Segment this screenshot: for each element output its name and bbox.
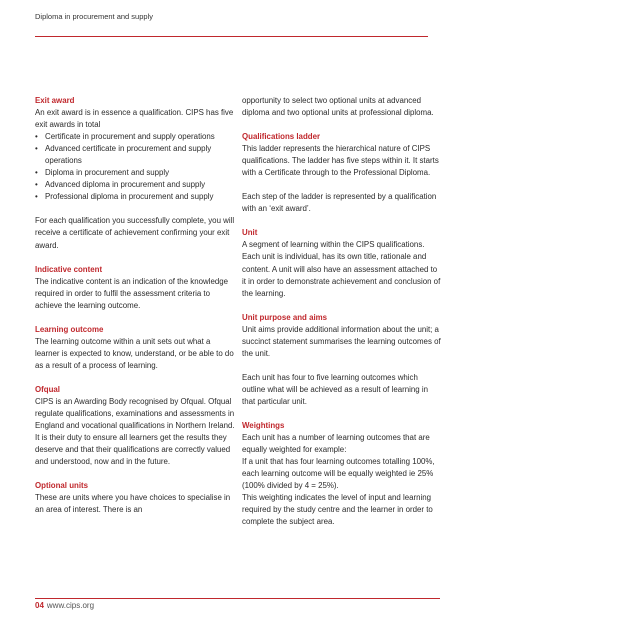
page-number: 04 — [35, 601, 44, 610]
qualifications-ladder-body-2: Each step of the ladder is represented by a qualification with an ‘exit award’. — [242, 192, 437, 214]
indicative-content-body: The indicative content is an indication of the knowledge required in order to fulfil the assessment criteria to achieve the learning outcome. — [35, 276, 229, 310]
heading-qualifications-ladder: Qualifications ladder — [242, 132, 321, 142]
exit-award-intro: An exit award is in essence a qualification. CIPS has five exit awards in total — [35, 108, 234, 130]
heading-unit: Unit — [242, 228, 258, 238]
heading-unit-purpose: Unit purpose and aims — [242, 312, 328, 322]
weightings-line-4: This weighting indicates the level of input and learning required by the study centre and the learner in order to complete the subject area. — [242, 493, 433, 527]
right-column — [242, 95, 442, 540]
heading-indicative-content: Indicative content — [35, 264, 103, 274]
ofqual-body: CIPS is an Awarding Body recognised by Ofqual. Ofqual regulate qualifications, examinations and assessments in England and vocational qualifications in Northern Ireland. It is their duty to ensure all learners get the results they deserve and that their qualifications are correctly valued and understood, now and in the future. — [35, 396, 235, 467]
heading-weightings: Weightings — [242, 420, 285, 430]
section-learning-outcome — [35, 324, 235, 372]
heading-optional-units: Optional units — [35, 481, 89, 491]
heading-ofqual: Ofqual — [35, 384, 60, 394]
section-unit-purpose — [242, 312, 442, 408]
section-weightings — [242, 420, 442, 528]
weightings-line-1: Each unit has a number of learning outcomes that are equally weighted for example: — [242, 433, 430, 455]
section-exit-award — [35, 95, 235, 252]
footer-url: www.cips.org — [46, 601, 95, 610]
weightings-line-2: If a unit that has four learning outcomes totalling 100%, each learning outcome will be equally weighted ie 25% — [242, 457, 435, 479]
exit-award-outro: For each qualification you successfully complete, you will receive a certificate of achievement confirming your exit award. — [35, 216, 235, 250]
list-item: • Professional diploma in procurement and supply — [35, 191, 235, 203]
footer-rule — [35, 598, 440, 599]
list-item: • Certificate in procurement and supply operations — [35, 131, 235, 143]
learning-outcome-body: The learning outcome within a unit sets out what a learner is expected to know, understand, or be able to do as a result of a process of learning. — [35, 336, 234, 370]
section-indicative-content — [35, 264, 235, 312]
section-optional-units — [35, 480, 235, 516]
running-header: Diploma in procurement and supply — [35, 12, 153, 21]
heading-learning-outcome: Learning outcome — [35, 324, 104, 334]
list-item: • Advanced diploma in procurement and supply — [35, 179, 235, 191]
optional-units-continuation: opportunity to select two optional units at advanced diploma and two optional units at professional diploma. — [242, 96, 434, 118]
section-unit — [242, 227, 442, 299]
header-rule — [35, 36, 428, 37]
section-optional-units-continued — [242, 95, 442, 119]
unit-body: A segment of learning within the CIPS qualifications. Each unit is individual, has its own title, rationale and content. A unit will also have an assessment attached to it in order to demonstrate achievement and conclusion of the learning. — [242, 240, 441, 298]
left-column — [35, 95, 235, 528]
exit-award-list — [35, 131, 235, 203]
list-item: • Diploma in procurement and supply — [35, 167, 235, 179]
optional-units-body: These are units where you have choices to specialise in an area of interest. There is an — [35, 493, 231, 515]
list-item: • Advanced certificate in procurement and supply operations — [35, 143, 235, 167]
heading-exit-award: Exit award — [35, 96, 75, 105]
qualifications-ladder-body-1: This ladder represents the hierarchical nature of CIPS qualifications. The ladder has five steps within it. It starts with a Certificate through to the Professional Diploma. — [242, 144, 439, 178]
section-ofqual — [35, 384, 235, 468]
page-footer — [35, 601, 94, 610]
section-qualifications-ladder — [242, 131, 442, 215]
unit-purpose-body-1: Unit aims provide additional information about the unit; a succinct statement summarises the learning outcomes of the unit. — [242, 324, 441, 358]
weightings-line-3: (100% divided by 4 = 25%). — [242, 481, 339, 491]
unit-purpose-body-2: Each unit has four to five learning outcomes which outline what will be achieved as a result of learning in that particular unit. — [242, 372, 428, 406]
